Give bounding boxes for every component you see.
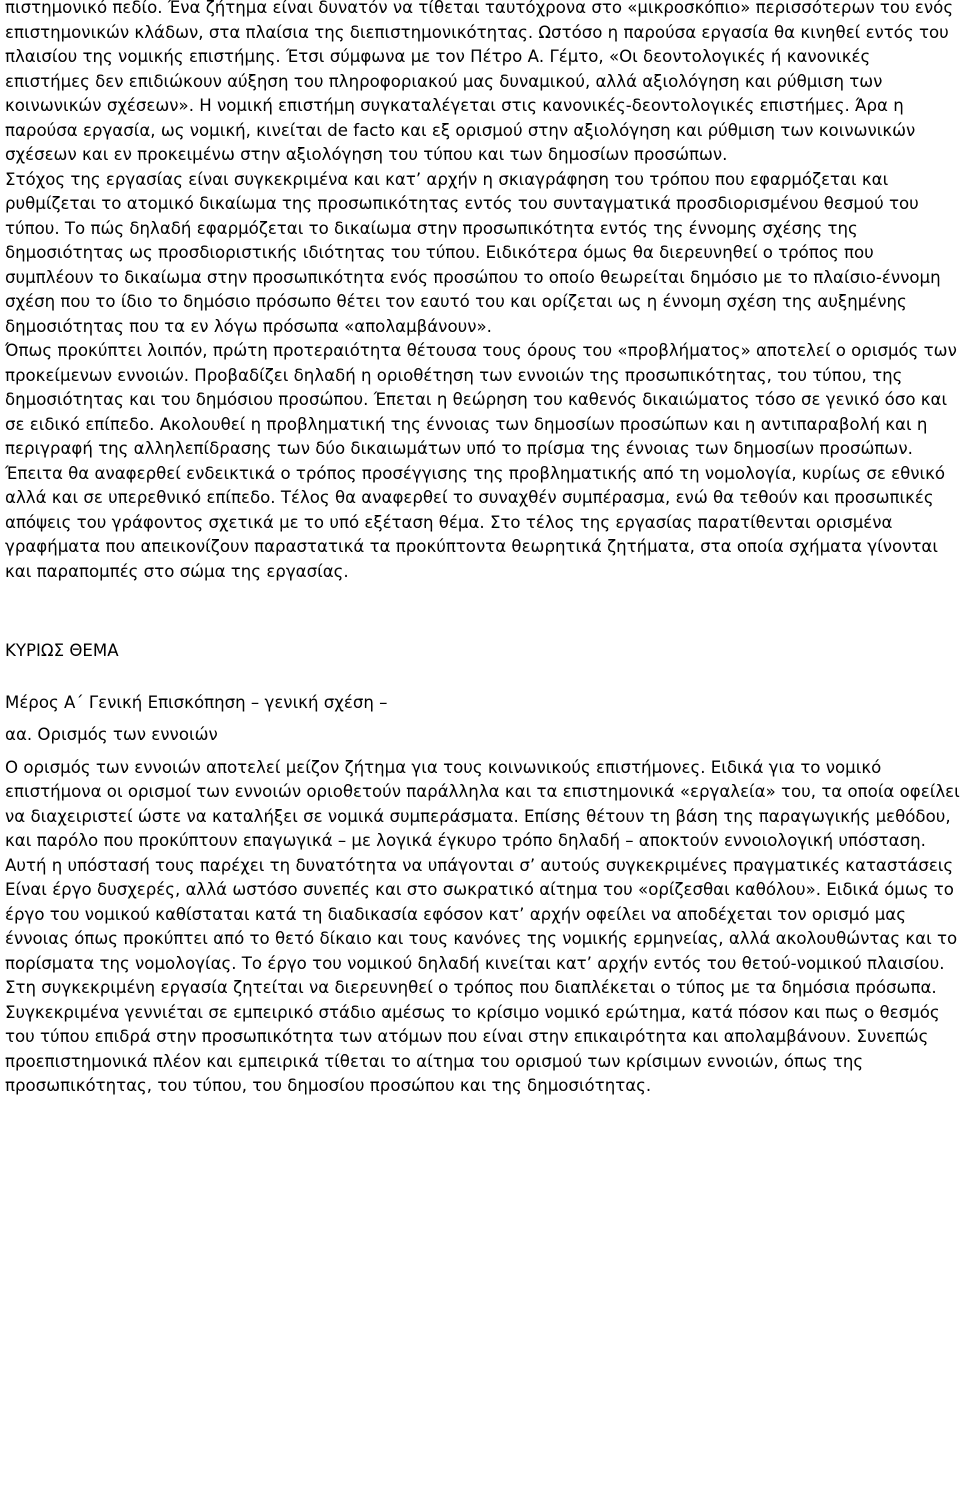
intro-paragraph-2: Στόχος της εργασίας είναι συγκεκριμένα και κατ’ αρχήν η σκιαγράφηση του τρόπου που εφαρμόζεται και ρυθμίζεται το ατομικό δικαίωμα της προσωπικότητας εντός του συνταγματικά προσδιορισμένου θεσμού του τύπου. Το πώς δηλαδή εφαρμόζεται το δικαίωμα στην προσωπικότητα εντός της έννομης σχέσης της δημοσιότητας ως προσδιοριστικής ιδιότητας του τύπου. Ειδικότερα όμως θα διερευνηθεί ο τρόπος που συμπλέουν το δικαίωμα στην προσωπικότητα ενός προσώπου το οποίο θεωρείται δημόσιο με το πλαίσιο-έννομη σχέση που το ίδιο το δημόσιο πρόσωπο θέτει τον εαυτό του και ορίζεται ως η έννομη σχέση της αυξημένης δημοσιότητας που τα εν λόγω πρόσωπα «απολαμβάνουν».	[5, 169, 941, 336]
intro-paragraph-1: πιστημονικό πεδίο. Ένα ζήτημα είναι δυνατόν να τίθεται ταυτόχρονα στο «μικροσκόπιο» περισσότερων του ενός επιστημονικών κλάδων, στα πλαίσια της διεπιστημονικότητας. Ωστόσο η παρούσα εργασία θα κινηθεί εντός του πλαισίου της νομικής επιστήμης. Έτσι σύμφωνα με τον Πέτρο Α. Γέμτο, «Οι δεοντολογικές ή κανονικές επιστήμες δεν επιδιώκουν αύξηση του πληροφοριακού μας δυναμικού, αλλά αξιολόγηση και ρύθμιση των κοινωνικών σχέσεων». Η νομική επιστήμη συγκαταλέγεται στις κανονικές-δεοντολογικές επιστήμες. Άρα η παρούσα εργασία, ως νομική, κινείται de facto και εξ ορισμού στην αξιολόγηση και ρύθμιση των κοινωνικών σχέσεων και εν προκειμένω στην αξιολόγηση του τύπου και των δημοσίων προσώπων.	[5, 0, 954, 164]
body-paragraph-3: Στη συγκεκριμένη εργασία ζητείται να διερευνηθεί ο τρόπος που διαπλέκεται ο τύπος με τα δημόσια πρόσωπα. Συγκεκριμένα γεννιέται σε εμπειρικό στάδιο αμέσως το κρίσιμο νομικό ερώτημα, κατά πόσον και πως ο θεσμός του τύπου επιδρά στην προσωπικότητα των ατόμων που είναι στην επικαιρότητα και απολαμβάνουν. Συνεπώς προεπιστημονικά πλέον και εμπειρικά τίθεται το αίτημα του ορισμού των κρίσιμων εννοιών, όπως της προσωπικότητας, του τύπου, του δημοσίου προσώπου και της δημοσιότητας.	[5, 978, 940, 1095]
spacer	[5, 584, 960, 639]
intro-paragraph-3: Όπως προκύπτει λοιπόν, πρώτη προτεραιότητα θέτουσα τους όρους του «προβλήματος» αποτελεί ο ορισμός των προκείμενων εννοιών. Προβαδίζει δηλαδή η οριοθέτηση των εννοιών της προσωπικότητας, του τύπου, της δημοσιότητας και του δημόσιου προσώπου. Έπεται η θεώρηση του καθενός δικαιώματος τόσο σε γενικό όσο και σε ειδικό επίπεδο. Ακολουθεί η προβληματική της έννοιας των δημοσίων προσώπων και η αντιπαραβολή και η περιγραφή της αλληλεπίδρασης των δύο δικαιωμάτων υπό το πρίσμα της έννοιας των δημοσίων προσώπων. Έπειτα θα αναφερθεί ενδεικτικά ο τρόπος προσέγγισης της προβληματικής από τη νομολογία, κυρίως σε εθνικό αλλά και σε υπερεθνικό επίπεδο. Τέλος θα αναφερθεί το συναχθέν συμπέρασμα, ενώ θα τεθούν και προσωπικές απόψεις του γράφοντος σχετικά με το υπό εξέταση θέμα. Στο τέλος της εργασίας παρατίθενται ορισμένα γραφήματα που απεικονίζουν παραστατικά τα προκύπτοντα θεωρητικά ζητήματα, στα οποία σχήματα γίνονται και παραπομπές στο σώμα της εργασίας.	[5, 341, 957, 581]
spacer	[5, 715, 960, 723]
body-paragraph-2: Είναι έργο δυσχερές, αλλά ωστόσο συνεπές και στο σωκρατικό αίτημα του «ορίζεσθαι καθόλου». Ειδικά όμως το έργο του νομικού καθίσταται κατά τη διαδικασία εφόσον κατ’ αρχήν οφείλει να αποδέχεται τον ορισμό μας έννοιας όπως προκύπτει από το θετό δίκαιο και τους κανόνες της νομικής ερμηνείας, αλλά ακολουθώντας και το πορίσματα της νομολογίας. Το έργο του νομικού δηλαδή κινείται κατ’ αρχήν εντός του θετού-νομικού πλαισίου.	[5, 880, 958, 973]
body-paragraph-1: Ο ορισμός των εννοιών αποτελεί μείζον ζήτημα για τους κοινωνικούς επιστήμονες. Ειδικά για το νομικό επιστήμονα οι ορισμοί των εννοιών οριοθετούν παράλληλα και τα επιστημονικά «εργαλεία» του, τα οποία οφείλει να διαχειριστεί ώστε να καταλήξει σε νομικά συμπεράσματα. Επίσης θέτουν τη βάση της παραγωγικής μεθόδου, και παρόλο που προκύπτουν επαγωγικά – με λογικά έγκυρο τρόπο δηλαδή – αποκτούν εννοιολογική υπόσταση. Αυτή η υπόστασή τους παρέχει τη δυνατότητα να υπάγονται σ’ αυτούς συγκεκριμένες πραγματικές καταστάσεις	[5, 757, 960, 875]
spacer	[5, 748, 960, 756]
spacer	[5, 664, 960, 691]
section-heading: αα. Ορισμός των εννοιών	[5, 725, 218, 744]
part-heading: Μέρος Α΄ Γενική Επισκόπηση – γενική σχέση –	[5, 692, 388, 712]
main-heading: ΚΥΡΙΩΣ ΘΕΜΑ	[5, 641, 119, 660]
